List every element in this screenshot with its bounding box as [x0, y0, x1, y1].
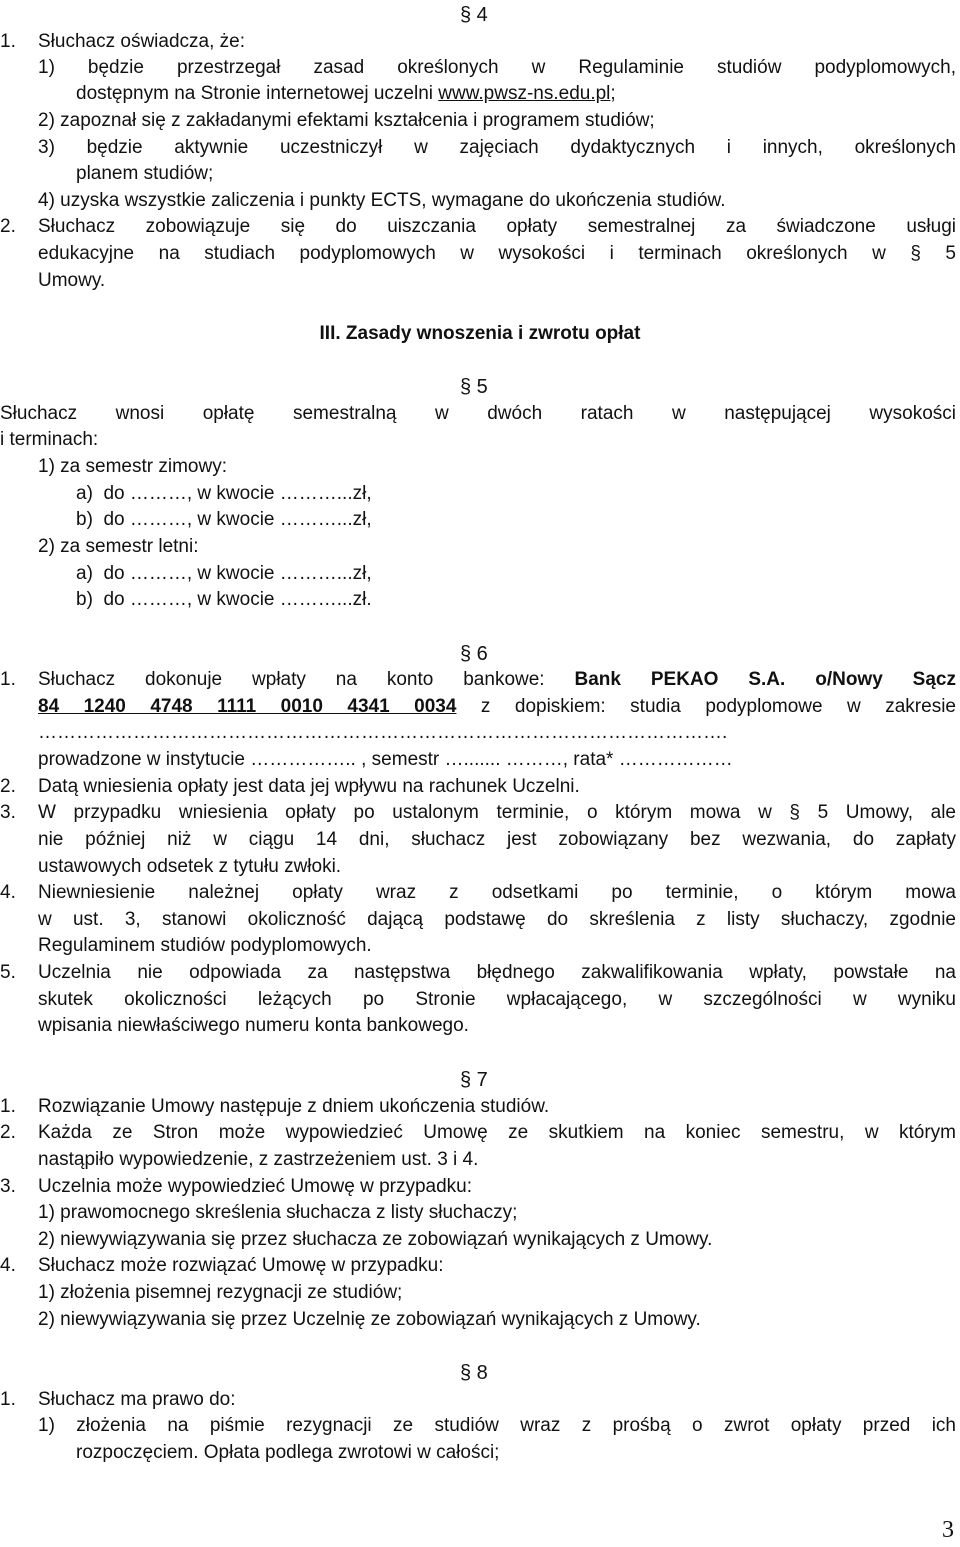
s6-item-3-line-2: nie później niż w ciągu 14 dni, słuchacz jest zobowiązany bez wezwania, do zapłaty [38, 829, 956, 850]
s5-winter-b: b) do ………, w kwocie ………...zł, [76, 509, 372, 530]
s4-item-2-number: 2. [0, 216, 16, 237]
s6-item-1-line-2 [38, 694, 956, 720]
s5-summer-b: b) do ………, w kwocie ………...zł. [76, 589, 372, 610]
s7-item-4: Słuchacz może rozwiązać Umowę w przypadku: [38, 1255, 444, 1276]
s5-winter: 1) za semestr zimowy: [38, 456, 227, 477]
s5-summer: 2) za semestr letni: [38, 536, 199, 557]
item-text: Słuchacz oświadcza, że: [38, 31, 245, 52]
section-5-heading: § 5 [460, 376, 488, 398]
s6-item-3-number: 3. [0, 802, 16, 823]
s6-item-1-dotted-line: ………………………………………………………………………………………………. [38, 722, 728, 743]
text: ; [610, 83, 616, 104]
s6-item-5-line-2: skutek okoliczności leżących po Stronie wpłacającego, w szczególności w wyniku [38, 989, 956, 1010]
section-8-heading: § 8 [460, 1362, 488, 1384]
s4-sub-2: 2) zapoznał się z zakładanymi efektami kształcenia i programem studiów; [38, 110, 655, 131]
s7-item-1-number: 1. [0, 1096, 16, 1117]
s7-item-3-sub-1: 1) prawomocnego skreślenia słuchacza z listy słuchaczy; [38, 1202, 518, 1223]
s7-item-3: Uczelnia może wypowiedzieć Umowę w przypadku: [38, 1176, 473, 1197]
item-number: 1. [0, 31, 16, 52]
s7-item-2-line-2: nastąpiło wypowiedzenie, z zastrzeżeniem ust. 3 i 4. [38, 1149, 479, 1170]
text: Słuchacz dokonuje wpłaty na konto bankowe: [38, 669, 575, 690]
s7-item-3-number: 3. [0, 1176, 16, 1197]
s4-item-2-line-2: edukacyjne na studiach podyplomowych w wysokości i terminach określonych w § 5 [38, 243, 956, 264]
s7-item-1: Rozwiązanie Umowy następuje z dniem ukończenia studiów. [38, 1096, 550, 1117]
s6-item-1-line-4: prowadzone w instytucie …………….. , semestr …....... ………, rata* ……………… [38, 749, 733, 770]
s4-sub-3-line-1: 3) będzie aktywnie uczestniczył w zajęciach dydaktycznych i innych, określonych [38, 137, 956, 158]
section-4-heading: § 4 [460, 4, 488, 26]
s8-item-1: Słuchacz ma prawo do: [38, 1389, 236, 1410]
s8-item-1-number: 1. [0, 1389, 16, 1410]
s6-item-4-line-1: Niewniesienie należnej opłaty wraz z odsetkami po terminie, o którym mowa [38, 882, 956, 903]
university-website-link[interactable]: www.pwsz-ns.edu.pl [438, 83, 611, 104]
s7-item-4-sub-1: 1) złożenia pisemnej rezygnacji ze studiów; [38, 1282, 403, 1303]
s6-item-5-line-3: wpisania niewłaściwego numeru konta bankowego. [38, 1015, 469, 1036]
s4-sub-1-line-2 [76, 81, 616, 107]
s4-sub-1-line-1: 1) będzie przestrzegał zasad określonych w Regulaminie studiów podyplomowych, [38, 57, 956, 78]
s7-item-2-number: 2. [0, 1122, 16, 1143]
s6-item-4-line-3: Regulaminem studiów podyplomowych. [38, 935, 372, 956]
chapter-heading: III. Zasady wnoszenia i zwrotu opłat [319, 323, 641, 344]
s7-item-4-sub-2: 2) niewywiązywania się przez Uczelnię ze zobowiązań wynikających z Umowy. [38, 1309, 701, 1330]
bank-account-number: 84 1240 4748 1111 0010 4341 0034 [38, 696, 457, 717]
s7-item-4-number: 4. [0, 1255, 16, 1276]
s6-item-5-line-1: Uczelnia nie odpowiada za następstwa błędnego zakwalifikowania wpłaty, powstałe na [38, 962, 956, 983]
s7-item-2-line-1: Każda ze Stron może wypowiedzieć Umowę ze skutkiem na koniec semestru, w którym [38, 1122, 956, 1143]
s6-item-4-line-2: w ust. 3, stanowi okoliczność dającą podstawę do skreślenia z listy słuchaczy, zgodnie [38, 909, 956, 930]
s6-item-3-line-1: W przypadku wniesienia opłaty po ustalonym terminie, o którym mowa w § 5 Umowy, ale [38, 802, 956, 823]
s5-intro-line-1: Słuchacz wnosi opłatę semestralną w dwóch ratach w następującej wysokości [0, 403, 956, 424]
text: dostępnym na Stronie internetowej uczelni [76, 83, 439, 104]
s8-item-1-sub-1-line-1: 1) złożenia na piśmie rezygnacji ze studiów wraz z prośbą o zwrot opłaty przed ich [38, 1415, 956, 1436]
s8-item-1-sub-1-line-2: rozpoczęciem. Opłata podlega zwrotowi w całości; [76, 1442, 500, 1463]
s6-item-2: Datą wniesienia opłaty jest data jej wpływu na rachunek Uczelni. [38, 776, 580, 797]
bank-name: Bank PEKAO S.A. o/Nowy Sącz [574, 669, 956, 690]
s4-item-2-line-3: Umowy. [38, 270, 106, 291]
section-6-heading: § 6 [460, 643, 488, 665]
s5-winter-a: a) do ………, w kwocie ………...zł, [76, 483, 372, 504]
s5-intro-line-2: i terminach: [0, 429, 99, 450]
page-number: 3 [942, 1517, 954, 1543]
s7-item-3-sub-2: 2) niewywiązywania się przez słuchacza ze zobowiązań wynikających z Umowy. [38, 1229, 713, 1250]
s6-item-5-number: 5. [0, 962, 16, 983]
s4-item-2-line-1: Słuchacz zobowiązuje się do uiszczania opłaty semestralnej za świadczone usługi [38, 216, 956, 237]
s6-item-2-number: 2. [0, 776, 16, 797]
s6-item-1-line-1 [38, 667, 956, 693]
s6-item-4-number: 4. [0, 882, 16, 903]
s4-sub-3-line-2: planem studiów; [76, 163, 214, 184]
s6-item-1-number: 1. [0, 669, 16, 690]
s4-sub-4: 4) uzyska wszystkie zaliczenia i punkty ECTS, wymagane do ukończenia studiów. [38, 190, 726, 211]
s5-summer-a: a) do ………, w kwocie ………...zł, [76, 563, 372, 584]
text: z dopiskiem: studia podyplomowe w zakresie [456, 696, 956, 717]
s6-item-3-line-3: ustawowych odsetek z tytułu zwłoki. [38, 856, 342, 877]
section-7-heading: § 7 [460, 1069, 488, 1091]
s4-item-1 [0, 29, 245, 55]
